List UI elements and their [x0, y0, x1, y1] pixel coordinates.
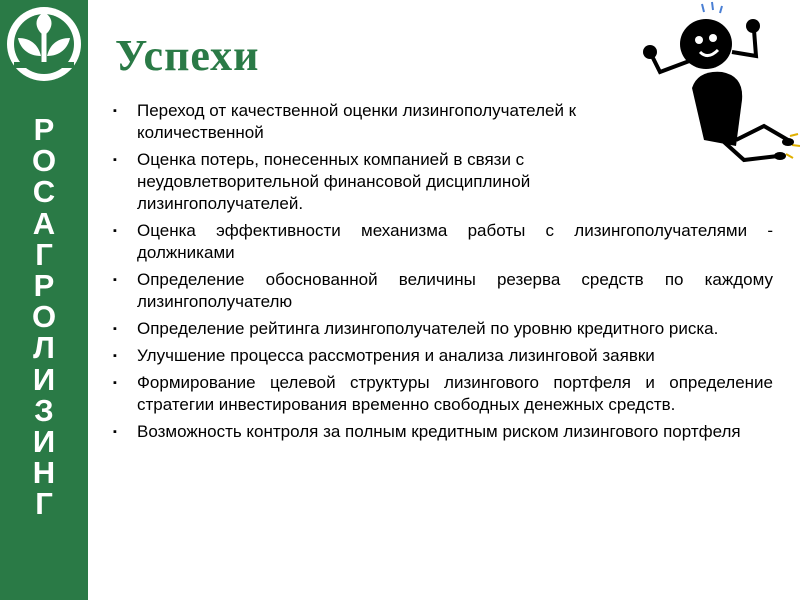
bullet-marker-icon: ▪	[113, 225, 117, 237]
brand-letter: З	[34, 392, 54, 428]
bullet-marker-icon: ▪	[113, 350, 117, 362]
page-title: Успехи	[115, 31, 260, 80]
brand-letter: Г	[35, 236, 53, 272]
brand-letter: О	[31, 299, 57, 335]
brand-sidebar	[0, 0, 88, 600]
bullet-text: Определение обоснованной величины резерва средств по каждому лизингополучателю	[137, 270, 773, 311]
bullet-text: Возможность контроля за полным кредитным риском лизингового портфеля	[137, 422, 741, 441]
brand-letter: Р	[33, 268, 55, 304]
brand-letter: Г	[35, 486, 53, 522]
bullet-item	[113, 318, 773, 340]
bullet-item	[113, 149, 597, 215]
bullet-text: Оценка эффективности механизма работы с лизингополучателями - должниками	[137, 221, 773, 262]
jumping-happy-figure-icon	[632, 0, 800, 175]
bullet-marker-icon: ▪	[113, 105, 117, 117]
brand-letter: Л	[33, 330, 55, 366]
bullet-item	[113, 220, 773, 264]
bullet-marker-icon: ▪	[113, 323, 117, 335]
bullet-marker-icon: ▪	[113, 377, 117, 389]
bullet-item	[113, 421, 773, 443]
brand-letter: Н	[32, 455, 56, 491]
bullet-text: Определение рейтинга лизингополучателей по уровню кредитного риска.	[137, 319, 719, 338]
bullet-marker-icon: ▪	[113, 154, 117, 166]
bullet-marker-icon: ▪	[113, 426, 117, 438]
bullet-text: Улучшение процесса рассмотрения и анализа лизинговой заявки	[137, 346, 655, 365]
brand-letter: С	[32, 174, 56, 210]
bullet-text: Оценка потерь, понесенных компанией в связи с неудовлетворительной финансовой дисциплиной лизингополучателей.	[137, 150, 531, 213]
bullet-item	[113, 372, 773, 416]
bullet-item	[113, 100, 657, 144]
bullet-marker-icon: ▪	[113, 274, 117, 286]
brand-letter: И	[32, 424, 56, 460]
sprout-leaves-icon	[4, 4, 84, 84]
brand-letter: А	[32, 205, 56, 241]
brand-letter: Р	[33, 112, 55, 147]
bullet-text: Формирование целевой структуры лизингового портфеля и определение стратегии инвестирования временно свободных денежных средств.	[137, 373, 773, 414]
bullet-item	[113, 269, 773, 313]
bullet-item	[113, 345, 773, 367]
bullet-text: Переход от качественной оценки лизингополучателей к количественной	[137, 101, 577, 142]
vertical-brand-name	[0, 114, 88, 520]
brand-letter: И	[32, 361, 56, 397]
brand-letter: О	[31, 143, 57, 179]
